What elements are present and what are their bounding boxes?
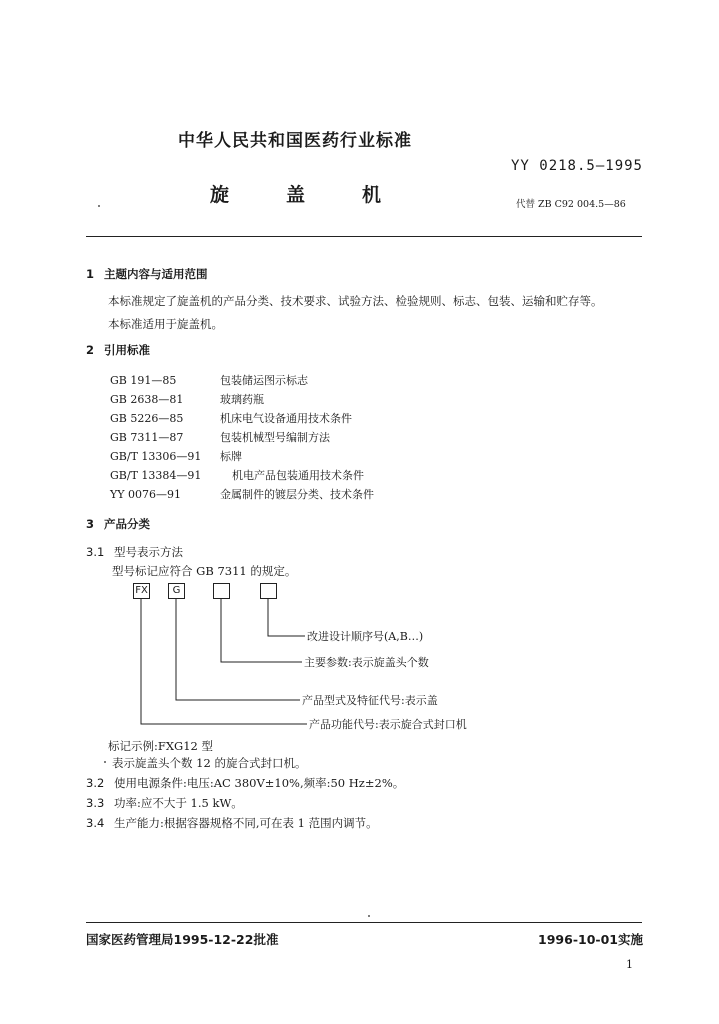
subsection-3-3: [86, 795, 243, 811]
reference-title: 包装储运图示标志: [220, 374, 308, 387]
reference-code: GB 2638—81: [110, 393, 184, 406]
model-label-type-code: 产品型式及特征代号:表示盖: [302, 694, 438, 707]
reference-title: 玻璃药瓶: [220, 393, 264, 406]
document-title-char: 盖: [286, 184, 306, 206]
model-rule-intro: 型号标记应符合 GB 7311 的规定。: [112, 564, 297, 578]
reference-code: GB/T 13306—91: [110, 450, 202, 463]
section-number: 2: [86, 343, 95, 357]
leader-line-main-parameter: [221, 599, 302, 662]
scan-speck: [98, 205, 100, 207]
section-title: 引用标准: [104, 343, 150, 357]
reference-title: 金属制件的镀层分类、技术条件: [220, 488, 374, 501]
subsection-number: 3.4: [86, 816, 105, 830]
reference-title: 包装机械型号编制方法: [220, 431, 330, 444]
reference-code: GB 191—85: [110, 374, 177, 387]
subsection-text: 生产能力:根据容器规格不同,可在表 1 范围内调节。: [114, 816, 378, 830]
reference-code: GB/T 13384—91: [110, 469, 202, 482]
subsection-3-2: [86, 775, 404, 791]
model-label-main-parameter: 主要参数:表示旋盖头个数: [304, 656, 429, 669]
marking-example-description: 表示旋盖头个数 12 的旋合式封口机。: [112, 756, 307, 770]
standard-number: YY 0218.5—1995: [510, 158, 643, 174]
subsection-3-4: [86, 815, 378, 831]
footer-divider: [86, 922, 642, 923]
section-number: 3: [86, 517, 95, 531]
section-title: 产品分类: [104, 517, 150, 531]
section-number: 1: [86, 267, 95, 281]
subsection-text: 使用电源条件:电压:AC 380V±10%,频率:50 Hz±2%。: [114, 776, 405, 790]
reference-code: GB 7311—87: [110, 431, 184, 444]
section-1-paragraph-2: 本标准适用于旋盖机。: [108, 317, 223, 331]
standard-category-title: 中华人民共和国医药行业标准: [178, 131, 412, 151]
replaces-standard: 代替 ZB C92 004.5—86: [516, 199, 626, 210]
page-number: 1: [626, 958, 633, 971]
subsection-number: 3.1: [86, 545, 105, 559]
section-1-paragraph-1: 本标准规定了旋盖机的产品分类、技术要求、试验方法、检验规则、标志、包装、运输和贮存等。: [108, 294, 603, 308]
model-box-function-code: FX: [133, 583, 150, 599]
reference-title: 标牌: [220, 450, 242, 463]
model-label-design-sequence: 改进设计顺序号(A,B…): [307, 630, 424, 643]
document-title-char: 旋: [210, 184, 230, 206]
subsection-number: 3.2: [86, 776, 105, 790]
scan-speck: [368, 915, 370, 917]
reference-code: GB 5226—85: [110, 412, 184, 425]
subsection-number: 3.3: [86, 796, 105, 810]
model-box-type-code: G: [168, 583, 185, 599]
scan-speck: [104, 761, 106, 763]
approval-line: 国家医药管理局1995-12-22批准: [86, 932, 279, 947]
marking-example: 标记示例:FXG12 型: [108, 739, 214, 753]
reference-title: 机电产品包装通用技术条件: [232, 469, 364, 482]
document-title-char: 机: [362, 184, 382, 206]
section-title: 主题内容与适用范围: [104, 267, 208, 281]
reference-title: 机床电气设备通用技术条件: [220, 412, 352, 425]
leader-line-design-sequence: [268, 599, 305, 636]
subsection-title: 型号表示方法: [114, 545, 183, 559]
implementation-date: 1996-10-01实施: [538, 932, 643, 947]
model-label-function-code: 产品功能代号:表示旋合式封口机: [309, 718, 467, 731]
leader-line-type-code: [176, 599, 300, 700]
reference-code: YY 0076—91: [110, 488, 182, 501]
subsection-text: 功率:应不大于 1.5 kW。: [114, 796, 243, 810]
